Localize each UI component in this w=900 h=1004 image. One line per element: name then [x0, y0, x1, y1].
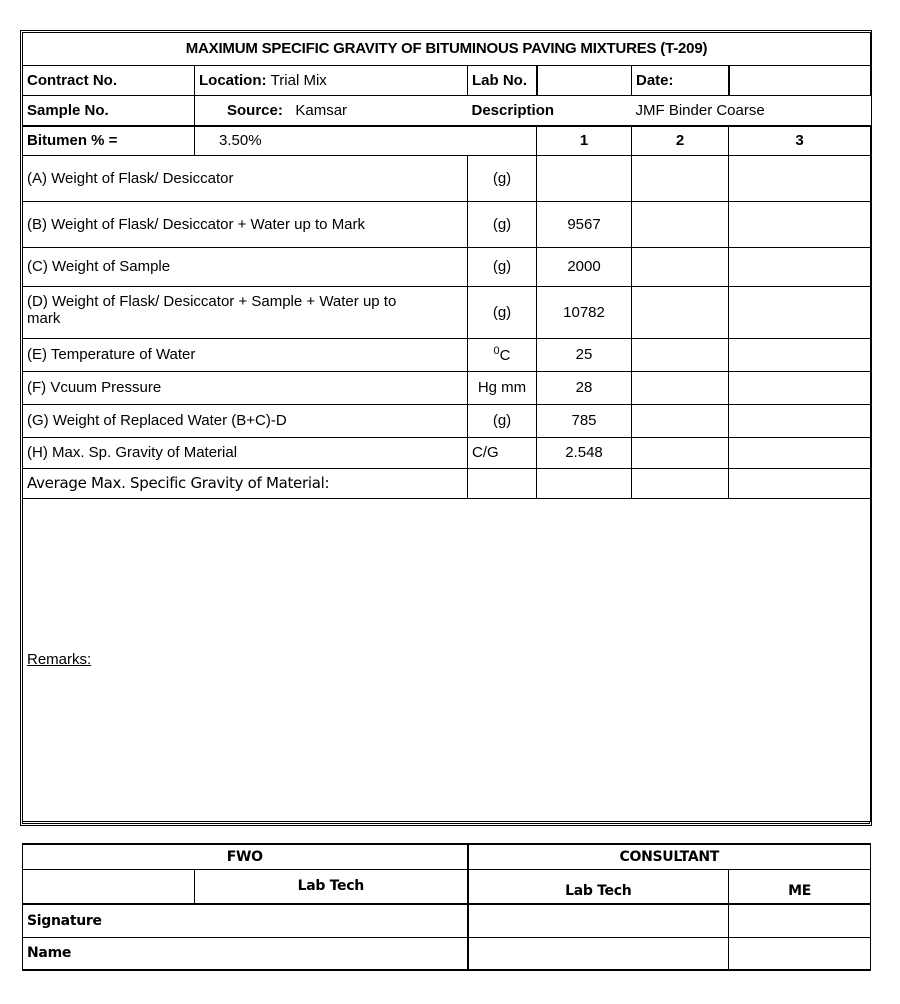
row-g-col1[interactable]: 785 — [537, 405, 632, 438]
signature-table — [22, 843, 871, 971]
date-value[interactable] — [729, 66, 871, 96]
sample-no-label: Sample No. — [23, 96, 195, 126]
remarks-row — [23, 499, 871, 822]
row-unit-f: Hg mm — [468, 372, 537, 405]
location-value: Trial Mix — [270, 71, 327, 89]
title-row — [23, 33, 871, 66]
contract-row — [23, 66, 871, 96]
row-d-col1[interactable]: 10782 — [537, 287, 632, 339]
bitumen-value[interactable]: 3.50% — [195, 126, 537, 156]
row-label-name: Name — [23, 937, 195, 970]
row-b-col3[interactable] — [729, 202, 871, 248]
description-label: Description — [468, 96, 632, 126]
role-consultant-lab-tech: Lab Tech — [468, 869, 729, 904]
source-value: Kamsar — [295, 101, 348, 119]
lab-no-value[interactable] — [537, 66, 632, 96]
degree-symbol: 0 — [493, 345, 500, 358]
bitumen-row — [23, 126, 871, 156]
row-h-col2[interactable] — [632, 438, 729, 469]
row-e-col1[interactable]: 25 — [537, 339, 632, 372]
column-header-2: 2 — [632, 126, 729, 156]
average-col1[interactable] — [537, 469, 632, 499]
row-a-col3[interactable] — [729, 156, 871, 202]
row-f-col3[interactable] — [729, 372, 871, 405]
average-unit — [468, 469, 537, 499]
row-h-col3[interactable] — [729, 438, 871, 469]
row-d-col3[interactable] — [729, 287, 871, 339]
row-b-col1[interactable]: 9567 — [537, 202, 632, 248]
lab-no-label: Lab No. — [468, 66, 537, 96]
row-b-col2[interactable] — [632, 202, 729, 248]
average-col3[interactable] — [729, 469, 871, 499]
row-label-signature: Signature — [23, 904, 195, 937]
average-label: Average Max. Specific Gravity of Material: — [23, 469, 468, 499]
column-header-3: 3 — [729, 126, 871, 156]
row-label-e: (E) Temperature of Water — [23, 339, 468, 372]
row-label-a: (A) Weight of Flask/ Desiccator — [23, 156, 468, 202]
row-a-col1[interactable] — [537, 156, 632, 202]
row-e-col3[interactable] — [729, 339, 871, 372]
row-unit-h: C/G — [468, 438, 537, 469]
signature-group-row — [23, 844, 871, 869]
row-unit-g: (g) — [468, 405, 537, 438]
table-row — [23, 202, 871, 248]
signature-consultant-me-cell[interactable] — [729, 904, 871, 937]
row-label-b: (B) Weight of Flask/ Desiccator + Water up to Mark — [23, 202, 468, 248]
row-g-col3[interactable] — [729, 405, 871, 438]
remarks-area[interactable] — [23, 499, 871, 822]
row-c-col3[interactable] — [729, 248, 871, 287]
table-row — [23, 287, 871, 339]
row-c-col2[interactable] — [632, 248, 729, 287]
contract-no-label: Contract No. — [23, 66, 195, 96]
row-c-col1[interactable]: 2000 — [537, 248, 632, 287]
row-h-col1[interactable]: 2.548 — [537, 438, 632, 469]
row-label-d — [23, 287, 468, 339]
signature-consultant-lab-tech-cell[interactable] — [468, 904, 729, 937]
row-f-col2[interactable] — [632, 372, 729, 405]
average-col2[interactable] — [632, 469, 729, 499]
signature-fwo-cell[interactable] — [195, 904, 468, 937]
row-label-c: (C) Weight of Sample — [23, 248, 468, 287]
row-g-col2[interactable] — [632, 405, 729, 438]
table-row — [23, 248, 871, 287]
source-label: Source: — [227, 101, 283, 119]
row-d-col2[interactable] — [632, 287, 729, 339]
remarks-label: Remarks: — [27, 651, 92, 669]
name-consultant-lab-tech-cell[interactable] — [468, 937, 729, 970]
role-fwo-lab-tech: Lab Tech — [195, 869, 468, 904]
sample-row — [23, 96, 871, 126]
location-label: Location: — [199, 71, 267, 89]
name-consultant-me-cell[interactable] — [729, 937, 871, 970]
source-field[interactable] — [195, 96, 468, 126]
max-specific-gravity-table — [22, 32, 871, 822]
column-header-1: 1 — [537, 126, 632, 156]
bitumen-label: Bitumen % = — [23, 126, 195, 156]
table-row — [23, 339, 871, 372]
average-row — [23, 469, 871, 499]
name-fwo-cell[interactable] — [195, 937, 468, 970]
group-header-fwo: FWO — [23, 844, 468, 869]
page-title: MAXIMUM SPECIFIC GRAVITY OF BITUMINOUS PAVING MIXTURES (T-209) — [23, 33, 871, 66]
table-row — [23, 405, 871, 438]
row-f-col1[interactable]: 28 — [537, 372, 632, 405]
row-label-h: (H) Max. Sp. Gravity of Material — [23, 438, 468, 469]
row-unit-c: (g) — [468, 248, 537, 287]
table-row — [23, 438, 871, 469]
signature-row — [23, 904, 871, 937]
location-field[interactable] — [195, 66, 468, 96]
fwo-blank-cell — [23, 869, 195, 904]
table-row — [23, 156, 871, 202]
row-label-d-line2: mark — [27, 310, 61, 327]
date-label: Date: — [632, 66, 729, 96]
row-unit-d: (g) — [468, 287, 537, 339]
role-consultant-me: ME — [729, 869, 871, 904]
row-e-col2[interactable] — [632, 339, 729, 372]
description-value[interactable]: JMF Binder Coarse — [632, 96, 871, 126]
table-row — [23, 372, 871, 405]
row-a-col2[interactable] — [632, 156, 729, 202]
group-header-consultant: CONSULTANT — [468, 844, 871, 869]
row-unit-b: (g) — [468, 202, 537, 248]
row-unit-e: $^0$C — [468, 339, 537, 372]
row-label-f: (F) Vcuum Pressure — [23, 372, 468, 405]
signature-role-row — [23, 869, 871, 904]
row-label-d-line1: (D) Weight of Flask/ Desiccator + Sample + Water up to — [27, 292, 397, 310]
name-row — [23, 937, 871, 970]
row-label-g: (G) Weight of Replaced Water (B+C)-D — [23, 405, 468, 438]
row-unit-a: (g) — [468, 156, 537, 202]
